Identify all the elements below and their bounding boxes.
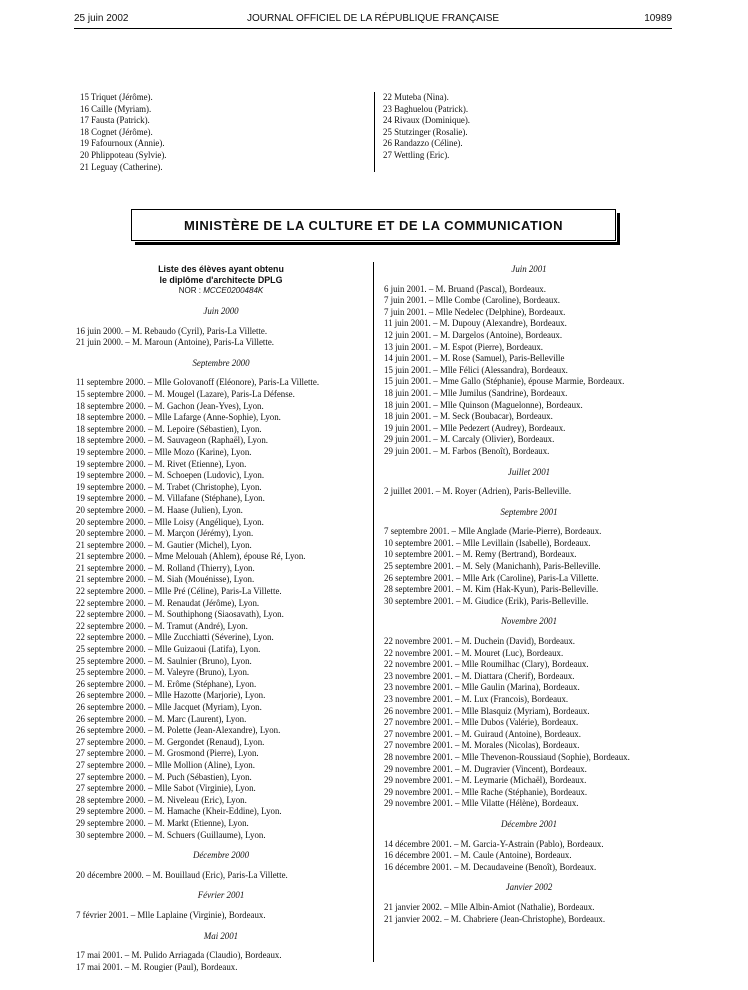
diploma-entry: 19 septembre 2000. – M. Villafane (Stéphane), Lyon. (76, 493, 265, 504)
diploma-entry: 22 septembre 2000. – M. Southiphong (Siaosavath), Lyon. (76, 609, 284, 620)
diploma-entry: 29 novembre 2001. – Mlle Rache (Stéphanie), Bordeaux. (384, 786, 588, 797)
diploma-entry: 27 septembre 2000. – M. Gergondet (Renaud), Lyon. (76, 736, 265, 747)
list-item: 18 Cognet (Jérôme). (80, 126, 153, 137)
diploma-entry: 19 septembre 2000. – M. Trabet (Christophe), Lyon. (76, 481, 262, 492)
diploma-entry: 30 septembre 2000. – M. Schuers (Guillaume), Lyon. (76, 829, 266, 840)
diploma-entry: 10 septembre 2001. – Mlle Levillain (Isabelle), Bordeaux. (384, 537, 591, 548)
diploma-entry: 30 septembre 2001. – M. Giudice (Erik), Paris-Belleville. (384, 595, 589, 606)
diploma-entry: 28 novembre 2001. – Mlle Thevenon-Roussiaud (Sophie), Bordeaux. (384, 751, 630, 762)
section-heading: Mai 2001 (203, 930, 239, 941)
section-heading: Décembre 2000 (192, 850, 250, 861)
list-item: 22 Muteba (Nina). (383, 92, 449, 102)
intro-line-2: le diplôme d'architecte DPLG (159, 274, 283, 285)
list-item: 19 Fafournoux (Annie). (80, 138, 165, 149)
diploma-entry: 21 janvier 2002. – Mlle Albin-Amiot (Nathalie), Bordeaux. (384, 901, 595, 912)
section-heading: Novembre 2001 (500, 616, 558, 627)
intro-heading (76, 264, 366, 285)
list-item: 15 Triquet (Jérôme). (80, 92, 153, 102)
diploma-entry: 22 septembre 2000. – M. Tramut (André), Lyon. (76, 620, 248, 631)
diploma-entry: 26 septembre 2000. – Mlle Jacquet (Myriam), Lyon. (76, 702, 262, 712)
diploma-entry: 25 septembre 2000. – Mlle Guizaoui (Latifa), Lyon. (76, 644, 261, 655)
diploma-entry: 19 septembre 2000. – M. Rivet (Etienne), Lyon. (76, 458, 247, 469)
left-sections (76, 306, 366, 973)
list-item: 27 Wettling (Eric). (383, 149, 450, 160)
diploma-entry: 22 septembre 2000. – M. Renaudat (Jérôme), Lyon. (76, 597, 260, 608)
diploma-entry: 19 septembre 2000. – M. Schoepen (Ludovic), Lyon. (76, 470, 265, 481)
diploma-entry: 27 novembre 2001. – Mlle Dubos (Valérie), Bordeaux. (384, 717, 579, 728)
diploma-entry: 29 novembre 2001. – M. Leymarie (Michaël), Bordeaux. (384, 775, 587, 786)
diploma-entry: 16 décembre 2001. – M. Caule (Antoine), Bordeaux. (384, 850, 572, 861)
diploma-entry: 22 novembre 2001. – M. Mouret (Luc), Bordeaux. (384, 647, 564, 658)
nor-reference (76, 285, 366, 297)
diploma-entry: 22 novembre 2001. – M. Duchein (David), Bordeaux. (384, 636, 576, 647)
diploma-entry: 15 juin 2001. – Mme Gallo (Stéphanie), épouse Marmie, Bordeaux. (384, 376, 625, 387)
diploma-entry: 22 septembre 2000. – Mlle Zucchiatti (Séverine), Lyon. (76, 632, 274, 643)
top-list-left (80, 92, 167, 173)
diploma-entry: 25 septembre 2000. – M. Saulnier (Bruno), Lyon. (76, 655, 252, 666)
left-column (76, 264, 366, 973)
diploma-entry: 16 décembre 2001. – M. Decaudaveine (Benoît), Bordeaux. (384, 861, 597, 872)
section-heading: Juin 2000 (203, 306, 239, 316)
diploma-entry: 29 juin 2001. – M. Farbos (Benoît), Bordeaux. (384, 445, 550, 456)
diploma-entry: 29 juin 2001. – M. Carcaly (Olivier), Bordeaux. (384, 434, 555, 445)
section-heading: Septembre 2001 (500, 506, 558, 517)
diploma-entry: 27 septembre 2000. – M. Grosmond (Pierre), Lyon. (76, 748, 259, 759)
diploma-entry: 26 septembre 2000. – M. Marc (Laurent), Lyon. (76, 713, 247, 724)
diploma-entry: 15 septembre 2000. – M. Mougel (Lazare), Paris-La Défense. (76, 388, 295, 399)
diploma-entry: 21 septembre 2000. – M. Gautier (Michel), Lyon. (76, 539, 252, 550)
diploma-entry: 13 juin 2001. – M. Espot (Pierre), Bordeaux. (384, 341, 543, 352)
diploma-entry: 11 septembre 2000. – Mlle Golovanoff (Eléonore), Paris-La Villette. (76, 377, 320, 388)
section-heading: Décembre 2001 (500, 818, 558, 829)
diploma-entry: 2 juillet 2001. – M. Royer (Adrien), Paris-Belleville. (384, 486, 572, 497)
intro-line-1: Liste des élèves ayant obtenu (158, 264, 284, 274)
diploma-entry: 29 novembre 2001. – Mlle Vilatte (Hélène), Bordeaux. (384, 798, 579, 809)
diploma-entry: 18 juin 2001. – Mlle Quinson (Maguelonne), Bordeaux. (384, 399, 583, 410)
page-header (74, 12, 672, 26)
diploma-entry: 25 septembre 2001. – M. Sely (Manichanh), Paris-Belleville. (384, 561, 601, 572)
diploma-entry: 25 septembre 2000. – M. Valeyre (Bruno), Lyon. (76, 667, 250, 678)
diploma-entry: 27 novembre 2001. – M. Guiraud (Antoine), Bordeaux. (384, 728, 581, 739)
page-number: 10989 (644, 13, 672, 24)
diploma-entry: 19 septembre 2000. – Mlle Mozo (Karine), Lyon. (76, 446, 252, 457)
diploma-entry: 18 septembre 2000. – M. Sauvageon (Raphaël), Lyon. (76, 435, 269, 446)
column-divider (373, 262, 374, 962)
diploma-entry: 28 septembre 2001. – M. Kim (Hak-Kyun), Paris-Belleville. (384, 584, 599, 595)
list-item: 23 Baghuelou (Patrick). (383, 103, 469, 114)
diploma-entry: 11 juin 2001. – M. Dupouy (Alexandre), Bordeaux. (384, 318, 567, 329)
section-heading: Janvier 2002 (505, 882, 553, 893)
diploma-entry: 12 juin 2001. – M. Dargelos (Antoine), Bordeaux. (384, 329, 563, 340)
right-sections (384, 264, 674, 925)
diploma-entry: 20 décembre 2000. – M. Bouillaud (Eric), Paris-La Villette. (76, 869, 288, 880)
diploma-entry: 7 juin 2001. – Mlle Combe (Caroline), Bordeaux. (384, 295, 560, 306)
header-rule (74, 28, 672, 29)
diploma-entry: 27 novembre 2001. – M. Morales (Nicolas), Bordeaux. (384, 740, 580, 751)
diploma-entry: 29 novembre 2001. – M. Dugravier (Vincent), Bordeaux. (384, 763, 587, 774)
diploma-entry: 26 septembre 2000. – M. Polette (Jean-Alexandre), Lyon. (76, 725, 281, 736)
diploma-entry: 22 novembre 2001. – Mlle Roumilhac (Clary), Bordeaux. (384, 659, 589, 670)
diploma-entry: 28 septembre 2000. – M. Niveleau (Eric), Lyon. (76, 794, 247, 805)
list-item: 25 Stutzinger (Rosalie). (383, 126, 468, 137)
diploma-entry: 15 juin 2001. – Mlle Félici (Alessandra), Bordeaux. (384, 364, 568, 375)
diploma-entry: 29 septembre 2000. – M. Markt (Etienne), Lyon. (76, 817, 249, 828)
list-item: 17 Fausta (Patrick). (80, 115, 150, 126)
diploma-entry: 23 novembre 2001. – Mlle Gaulin (Marina), Bordeaux. (384, 682, 580, 693)
diploma-entry: 7 juin 2001. – Mlle Nedelec (Delphine), Bordeaux. (384, 306, 566, 317)
diploma-entry: 21 septembre 2000. – M. Rolland (Thierry), Lyon. (76, 562, 255, 573)
list-item: 20 Phlippoteau (Sylvie). (80, 149, 167, 160)
right-column (384, 264, 674, 925)
diploma-entry: 6 juin 2001. – M. Bruand (Pascal), Bordeaux. (384, 283, 546, 294)
diploma-entry: 26 novembre 2001. – Mlle Blasquiz (Myriam), Bordeaux. (384, 705, 590, 716)
diploma-entry: 26 septembre 2000. – Mlle Hazotte (Marjorie), Lyon. (76, 690, 266, 701)
diploma-entry: 23 novembre 2001. – M. Lux (Francois), Bordeaux. (384, 694, 569, 704)
list-item: 26 Randazzo (Céline). (383, 138, 463, 149)
issue-date: 25 juin 2002 (74, 13, 129, 24)
top-list-right (383, 92, 470, 162)
diploma-entry: 14 décembre 2001. – M. Garcia-Y-Astrain (Pablo), Bordeaux. (384, 838, 604, 849)
section-heading: Juillet 2001 (507, 466, 551, 477)
diploma-entry: 18 septembre 2000. – M. Lepoire (Sébastien), Lyon. (76, 423, 262, 434)
diploma-entry: 18 septembre 2000. – M. Gachon (Jean-Yves), Lyon. (76, 400, 264, 411)
diploma-entry: 27 septembre 2000. – Mlle Sabot (Virginie), Lyon. (76, 783, 256, 794)
diploma-entry: 20 septembre 2000. – M. Marçon (Jérémy), Lyon. (76, 528, 254, 539)
section-heading: Septembre 2000 (192, 357, 250, 368)
diploma-entry: 17 mai 2001. – M. Rougier (Paul), Bordeaux. (76, 961, 238, 972)
diploma-entry: 22 septembre 2000. – Mlle Pré (Céline), Paris-La Villette. (76, 586, 282, 597)
diploma-entry: 19 juin 2001. – Mlle Pedezert (Audrey), Bordeaux. (384, 422, 566, 433)
diploma-entry: 27 septembre 2000. – Mlle Mollion (Aline), Lyon. (76, 759, 255, 770)
diploma-entry: 18 septembre 2000. – Mlle Lafarge (Anne-Sophie), Lyon. (76, 412, 281, 423)
list-item: 24 Rivaux (Dominique). (383, 115, 471, 126)
diploma-entry: 14 juin 2001. – M. Rose (Samuel), Paris-Belleville (384, 353, 565, 364)
ministry-title: MINISTÈRE DE LA CULTURE ET DE LA COMMUNICATION (183, 217, 564, 233)
diploma-entry: 21 septembre 2000. – M. Siah (Mouénisse), Lyon. (76, 574, 255, 585)
nor-label: NOR : (178, 286, 201, 295)
list-item: 21 Leguay (Catherine). (80, 161, 163, 172)
diploma-entry: 21 septembre 2000. – Mme Melouah (Ahlem), épouse Ré, Lyon. (76, 551, 306, 562)
diploma-entry: 17 mai 2001. – M. Pulido Arriagada (Claudio), Bordeaux. (76, 950, 282, 961)
diploma-entry: 7 septembre 2001. – Mlle Anglade (Marie-Pierre), Bordeaux. (384, 526, 602, 537)
nor-code: MCCE0200484K (203, 286, 264, 295)
list-item: 16 Caille (Myriam). (80, 103, 152, 114)
diploma-entry: 20 septembre 2000. – M. Haase (Julien), Lyon. (76, 504, 243, 515)
diploma-entry: 27 septembre 2000. – M. Puch (Sébastien), Lyon. (76, 771, 252, 782)
diploma-entry: 23 novembre 2001. – M. Diattara (Cherif), Bordeaux. (384, 670, 575, 681)
diploma-entry: 7 février 2001. – Mlle Laplaine (Virginie), Bordeaux. (76, 909, 266, 920)
diploma-entry: 10 septembre 2001. – M. Remy (Bertrand), Bordeaux. (384, 549, 577, 560)
diploma-entry: 20 septembre 2000. – Mlle Loisy (Angélique), Lyon. (76, 516, 264, 527)
diploma-entry: 21 juin 2000. – M. Maroun (Antoine), Paris-La Villette. (76, 337, 274, 348)
diploma-entry: 26 septembre 2001. – Mlle Ark (Caroline), Paris-La Villette. (384, 572, 599, 583)
journal-title: JOURNAL OFFICIEL DE LA RÉPUBLIQUE FRANÇAISE (246, 13, 500, 24)
diploma-entry: 26 septembre 2000. – M. Erôme (Stéphane), Lyon. (76, 678, 257, 689)
diploma-entry: 21 janvier 2002. – M. Chabriere (Jean-Christophe), Bordeaux. (384, 913, 606, 924)
diploma-entry: 18 juin 2001. – M. Seck (Boubacar), Bordeaux. (384, 411, 553, 422)
section-heading: Février 2001 (197, 890, 245, 901)
diploma-entry: 29 septembre 2000. – M. Hamache (Kheir-Eddine), Lyon. (76, 806, 282, 817)
section-heading: Juin 2001 (511, 264, 547, 274)
top-column-divider (374, 92, 375, 172)
diploma-entry: 16 juin 2000. – M. Rebaudo (Cyril), Paris-La Villette. (76, 325, 268, 336)
diploma-entry: 18 juin 2001. – Mlle Jumilus (Sandrine), Bordeaux. (384, 387, 568, 398)
ministry-banner (131, 209, 616, 241)
